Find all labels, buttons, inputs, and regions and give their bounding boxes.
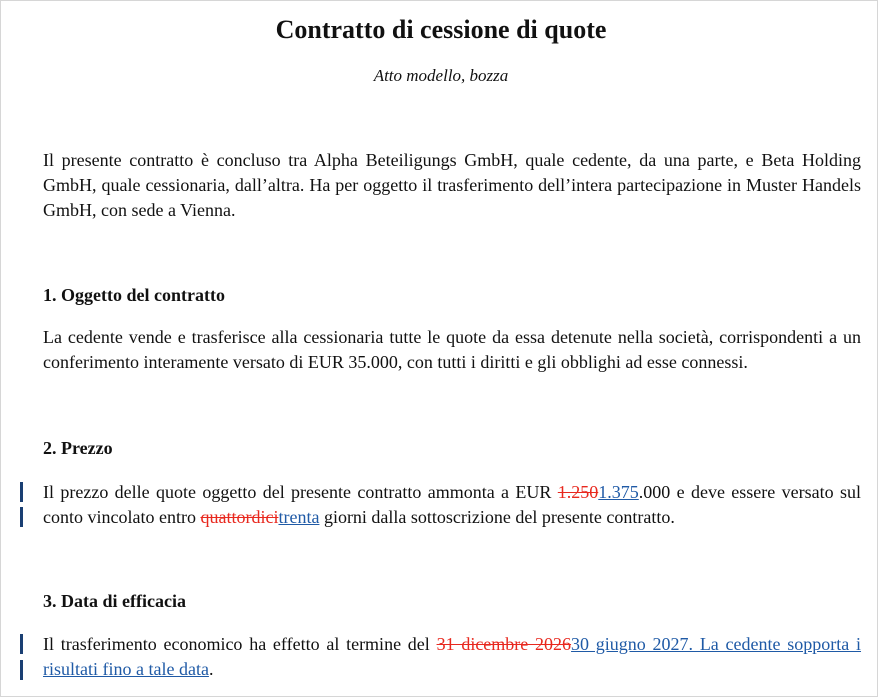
inserted-text[interactable]: trenta	[278, 507, 320, 527]
inserted-text[interactable]: 1.375	[598, 482, 639, 502]
section-3-text: .	[208, 659, 214, 679]
change-bar	[20, 634, 23, 654]
section-3-heading: 3. Data di efficacia	[43, 591, 186, 611]
change-bar	[20, 482, 23, 502]
deleted-text[interactable]: quattordici	[200, 507, 279, 527]
inserted-text[interactable]: 30 giugno 2027. La cedente sopporta i risultati fino a tale data	[43, 634, 862, 679]
intro-paragraph: Il presente contratto è concluso tra Alpha Beteiligungs GmbH, quale cedente, da una parte, e Beta Holding GmbH, quale cessionaria, dall’altra. Ha per oggetto il trasferimento dell’intera partecipazione in Muster Handels GmbH, con sede a Vienna.	[43, 150, 861, 220]
section-1-heading: 1. Oggetto del contratto	[43, 285, 225, 305]
section-1-body: La cedente vende e trasferisce alla cessionaria tutte le quote da essa detenute nella società, corrispondenti a un conferimento interamente versato di EUR 35.000, con tutti i diritti e gli obblighi ad esse connessi.	[43, 327, 861, 372]
change-bar	[20, 507, 23, 527]
section-2-text: giorni dalla sottoscrizione del presente contratto.	[319, 507, 675, 527]
document-title: Contratto di cessione di quote	[275, 15, 607, 44]
section-2-text: .000 e deve essere versato sul conto vincolato entro	[43, 482, 861, 527]
deleted-text[interactable]: 1.250	[557, 482, 599, 502]
section-2-heading: 2. Prezzo	[43, 438, 113, 458]
section-2-body	[43, 480, 861, 530]
deleted-text[interactable]: 31 dicembre 2026	[436, 634, 572, 654]
section-2-text: Il prezzo delle quote oggetto del presente contratto ammonta a EUR	[43, 482, 558, 502]
section-3-body	[43, 632, 861, 682]
change-bar	[20, 660, 23, 680]
section-3-text: Il trasferimento economico ha effetto al termine del	[43, 634, 437, 654]
document-subtitle: Atto modello, bozza	[373, 66, 509, 85]
